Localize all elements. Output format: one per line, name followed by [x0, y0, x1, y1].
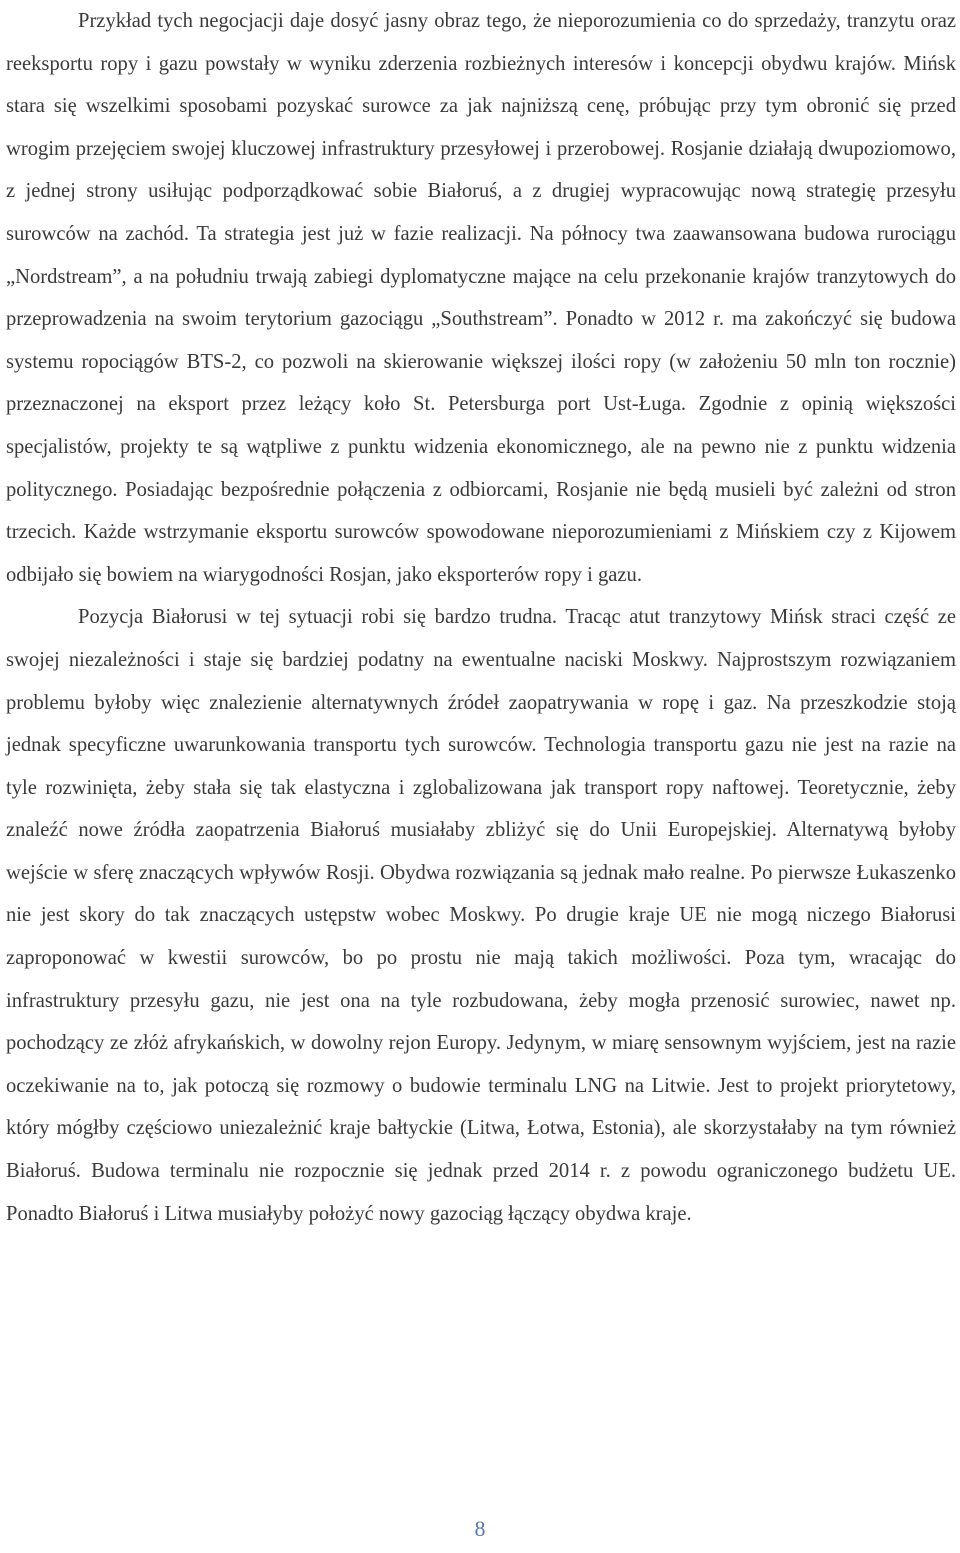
paragraph-2: Pozycja Białorusi w tej sytuacji robi się bardzo trudna. Tracąc atut tranzytowy Mińsk straci część ze swojej niezależności i staje się bardziej podatny na ewentualne naciski Moskwy. Najprostszym rozwiązaniem problemu byłoby więc znalezienie alternatywnych źródeł zaopatrywania w ropę i gaz. Na przeszkodzie stoją jednak specyficzne uwarunkowania transportu tych surowców. Technologia transportu gazu nie jest na razie na tyle rozwinięta, żeby stała się tak elastyczna i zglobalizowana jak transport ropy naftowej. Teoretycznie, żeby znaleźć nowe źródła zaopatrzenia Białoruś musiałaby zbliżyć się do Unii Europejskiej. Alternatywą byłoby wejście w sferę znaczących wpływów Rosji. Obydwa rozwiązania są jednak mało realne. Po pierwsze Łukaszenko nie jest skory do tak znaczących ustępstw wobec Moskwy. Po drugie kraje UE nie mogą niczego Białorusi zaproponować w kwestii surowców, bo po prostu nie mają takich możliwości. Poza tym, wracając do infrastruktury przesyłu gazu, nie jest ona na tyle rozbudowana, żeby mogła przenosić surowiec, nawet np. pochodzący ze złóż afrykańskich, w dowolny rejon Europy. Jedynym, w miarę sensownym wyjściem, jest na razie oczekiwanie na to, jak potoczą się rozmowy o budowie terminalu LNG na Litwie. Jest to projekt priorytetowy, który mógłby częściowo uniezależnić kraje bałtyckie (Litwa, Łotwa, Estonia), ale skorzystałaby na tym również Białoruś. Budowa terminalu nie rozpocznie się jednak przed 2014 r. z powodu ograniczonego budżetu UE. Ponadto Białoruś i Litwa musiałyby położyć nowy gazociąg łączący obydwa kraje. [6, 606, 956, 1225]
page-number: 8 [474, 1516, 486, 1541]
paragraph-1: Przykład tych negocjacji daje dosyć jasny obraz tego, że nieporozumienia co do sprzedaży, tranzytu oraz reeksportu ropy i gazu powstały w wyniku zderzenia rozbieżnych interesów i koncepcji obydwu krajów. Mińsk stara się wszelkimi sposobami pozyskać surowce za jak najniższą cenę, próbując przy tym obronić się przed wrogim przejęciem swojej kluczowej infrastruktury przesyłowej i przerobowej. Rosjanie działają dwupoziomowo, z jednej strony usiłując podporządkować sobie Białoruś, a z drugiej wypracowując nową strategię przesyłu surowców na zachód. Ta strategia jest już w fazie realizacji. Na północy twa zaawansowana budowa rurociągu „Nordstream”, a na południu trwają zabiegi dyplomatyczne mające na celu przekonanie krajów tranzytowych do przeprowadzenia na swoim terytorium gazociągu „Southstream”. Ponadto w 2012 r. ma zakończyć się budowa systemu ropociągów BTS-2, co pozwoli na skierowanie większej ilości ropy (w założeniu 50 mln ton rocznie) przeznaczonej na eksport przez leżący koło St. Petersburga port Ust-Ługa. Zgodnie z opinią większości specjalistów, projekty te są wątpliwe z punktu widzenia ekonomicznego, ale na pewno nie z punktu widzenia politycznego. Posiadając bezpośrednie połączenia z odbiorcami, Rosjanie nie będą musieli być zależni od stron trzecich. Każde wstrzymanie eksportu surowców spowodowane nieporozumieniami z Mińskiem czy z Kijowem odbijało się bowiem na wiarygodności Rosjan, jako eksporterów ropy i gazu. [6, 10, 956, 586]
document-body [6, 0, 956, 1235]
